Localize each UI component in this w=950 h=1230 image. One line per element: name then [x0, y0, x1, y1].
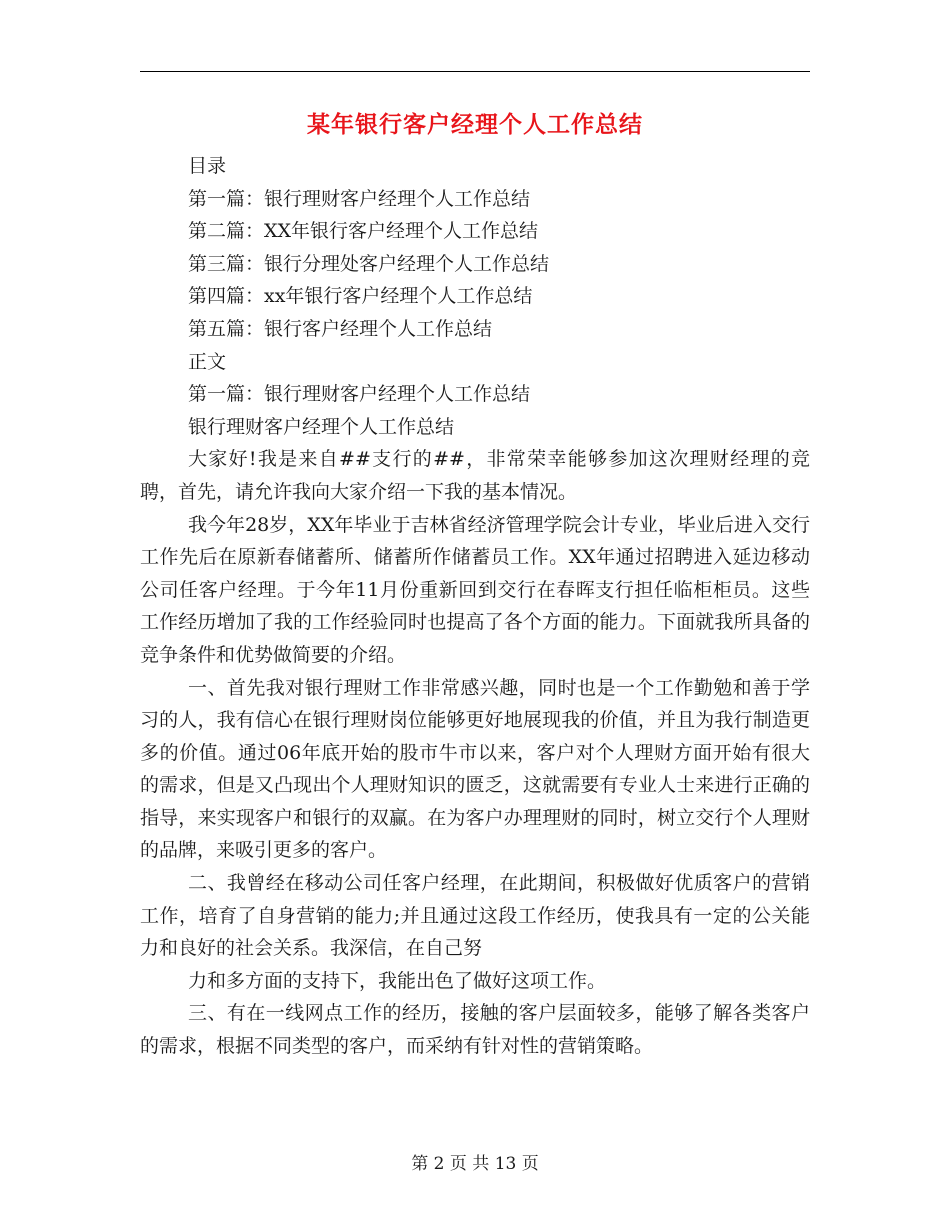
toc-item-1: 第一篇：银行理财客户经理个人工作总结 — [188, 187, 531, 210]
body-paragraph: 三、有在一线网点工作的经历，接触的客户层面较多，能够了解各类客户的需求，根据不同类型的客户，而采纳有针对性的营销策略。 — [140, 1002, 810, 1058]
body-paragraph: 一、首先我对银行理财工作非常感兴趣，同时也是一个工作勤勉和善于学习的人，我有信心在银行理财岗位能够更好地展现我的价值，并且为我行制造更多的价值。通过06年底开始的股市牛市以来，客户对个人理财方面开始有很大的需求，但是又凸现出个人理财知识的匮乏，这就需要有专业人士来进行正确的指导，来实现客户和银行的双赢。在为客户办理理财的同时，树立交行个人理财的品牌，来吸引更多的客户。 — [140, 676, 810, 862]
toc-item-5: 第五篇：银行客户经理个人工作总结 — [188, 317, 493, 340]
toc-item-2: 第二篇：XX年银行客户经理个人工作总结 — [188, 220, 539, 243]
chapter-heading: 第一篇：银行理财客户经理个人工作总结 — [188, 383, 531, 406]
page-number: 第 2 页 共 13 页 — [411, 1154, 539, 1174]
chapter-subtitle: 银行理财客户经理个人工作总结 — [188, 415, 455, 438]
toc-item-3: 第三篇：银行分理处客户经理个人工作总结 — [188, 252, 550, 275]
document-title: 某年银行客户经理个人工作总结 — [307, 111, 643, 138]
body-heading: 正文 — [188, 350, 227, 373]
body-paragraph: 力和多方面的支持下，我能出色了做好这项工作。 — [188, 969, 607, 992]
toc-heading: 目录 — [188, 155, 227, 177]
header-rule — [140, 71, 810, 72]
body-paragraph: 大家好!我是来自##支行的##，非常荣幸能够参加这次理财经理的竞聘，首先，请允许我向大家介绍一下我的基本情况。 — [140, 448, 810, 503]
toc-item-4: 第四篇：xx年银行客户经理个人工作总结 — [188, 285, 533, 308]
document-body — [140, 150, 810, 1063]
body-paragraph: 我今年28岁，XX年毕业于吉林省经济管理学院会计专业，毕业后进入交行工作先后在原新春储蓄所、储蓄所作储蓄员工作。XX年通过招聘进入延边移动公司任客户经理。于今年11月份重新回到交行在春晖支行担任临柜柜员。这些工作经历增加了我的工作经验同时也提高了各个方面的能力。下面就我所具备的竞争条件和优势做简要的介绍。 — [140, 513, 810, 666]
body-paragraph: 二、我曾经在移动公司任客户经理，在此期间，积极做好优质客户的营销工作，培育了自身营销的能力;并且通过这段工作经历，使我具有一定的公关能力和良好的社会关系。我深信，在自己努 — [140, 872, 810, 960]
